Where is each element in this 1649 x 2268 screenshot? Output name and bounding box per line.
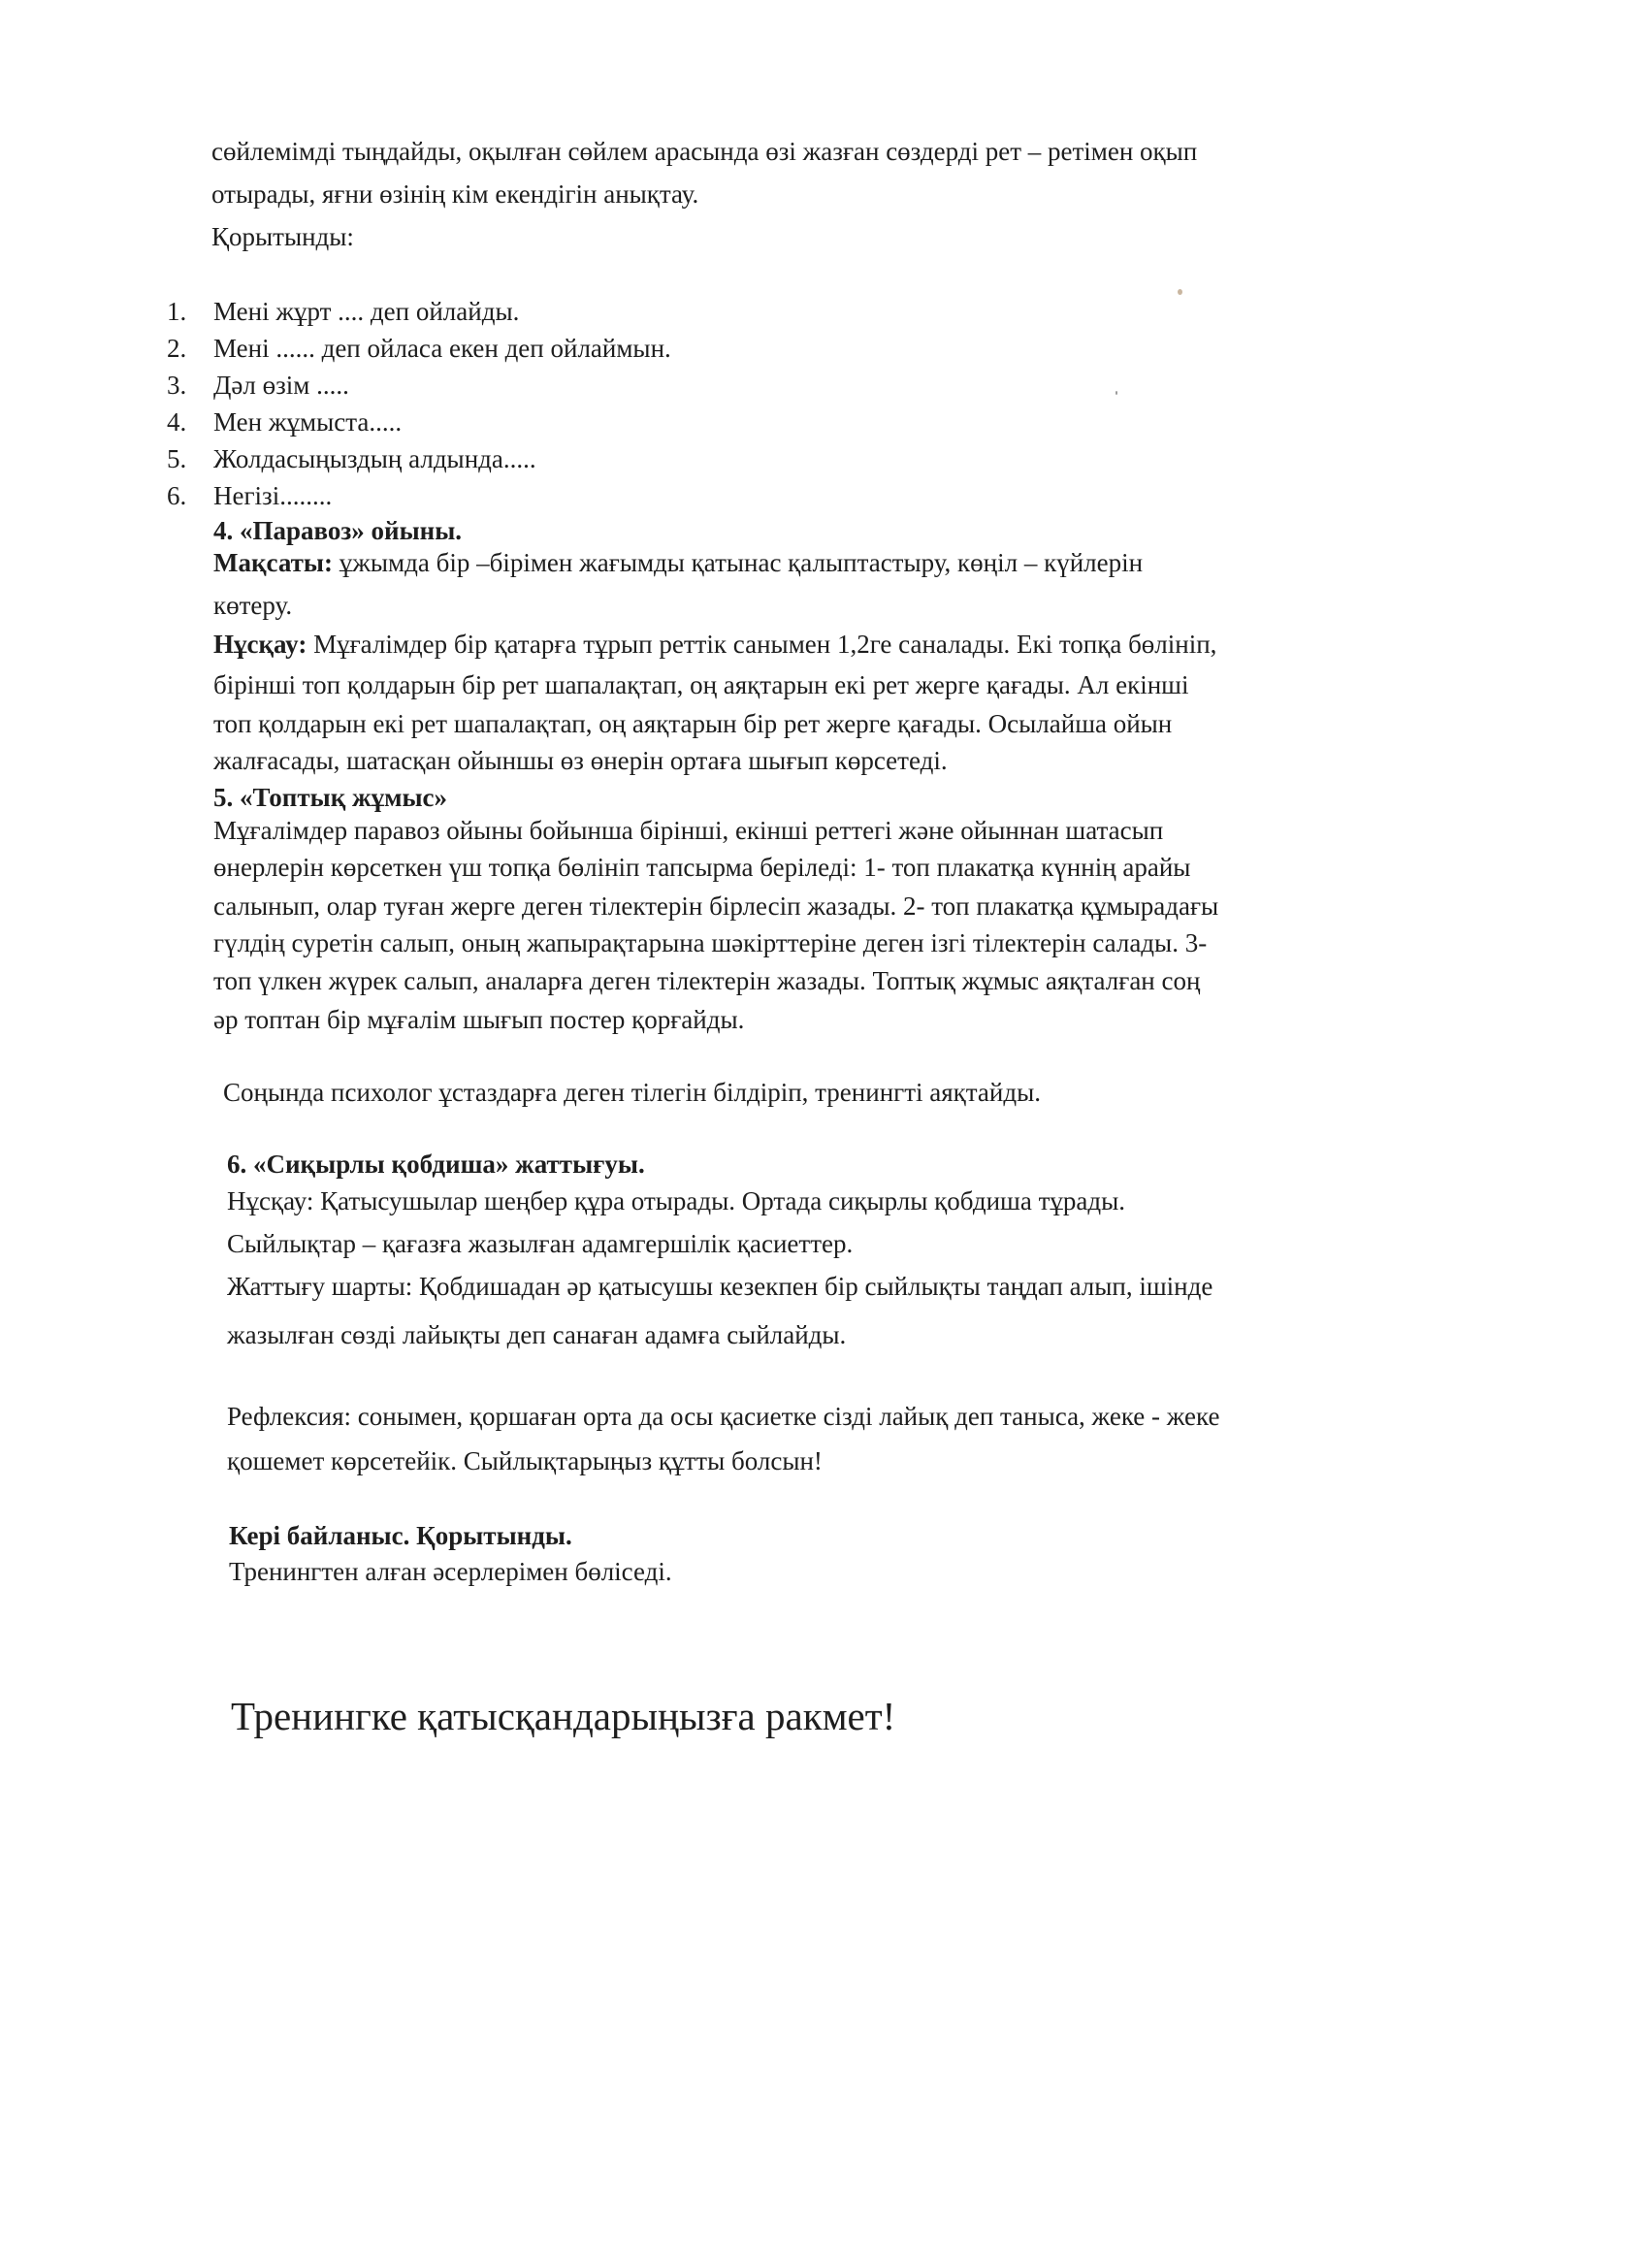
intro-line-2: отырады, яғни өзінің кім екендігін анықтау.: [211, 179, 699, 209]
instruction-text: Мұғалімдер бір қатарға тұрып реттік санымен 1,2ге саналады. Екі топқа бөлініп,: [307, 630, 1217, 659]
scan-speck: [1116, 391, 1117, 395]
list-number: 2.: [167, 334, 187, 363]
list-number: 1.: [167, 297, 187, 326]
list-number: 3.: [167, 371, 187, 400]
scan-speck: [1178, 289, 1182, 295]
list-text: Мені ...... деп ойласа екен деп ойлаймын.: [213, 334, 671, 363]
section-6-line: Нұсқау: Қатысушылар шеңбер құра отырады. Ортада сиқырлы қобдиша тұрады.: [227, 1186, 1125, 1215]
list-text: Негізі........: [213, 481, 333, 510]
section-6-line: Сыйлықтар – қағазға жазылған адамгершілік қасиеттер.: [227, 1229, 854, 1258]
section-6-line: Жаттығу шарты: Қобдишадан әр қатысушы кезекпен бір сыйлықты таңдап алып, ішінде: [227, 1272, 1213, 1301]
section-6-title: 6. «Сиқырлы қобдиша» жаттығуы.: [227, 1150, 645, 1179]
goal-text-cont: көтеру.: [213, 591, 293, 620]
section-4-instruction: [213, 629, 1216, 660]
instruction-line: топ қолдарын екі рет шапалақтап, оң аяқтарын бір рет жерге қағады. Осылайша ойын: [213, 709, 1173, 738]
thanks-line: Тренингке қатысқандарыңызға ракмет!: [231, 1694, 896, 1738]
goal-text: ұжымда бір –бірімен жағымды қатынас қалыптастыру, көңіл – күйлерін: [333, 548, 1144, 577]
feedback-title: Кері байланыс. Қорытынды.: [229, 1521, 572, 1550]
conclusion-label: Қорытынды:: [211, 222, 354, 251]
instruction-line: жалғасады, шатасқан ойыншы өз өнерін ортаға шығып көрсетеді.: [213, 746, 948, 775]
reflection-line-1: Рефлексия: сонымен, қоршаған орта да осы қасиетке сізді лайық деп таныса, жеке - жеке: [227, 1402, 1220, 1431]
section-5-line: өнерлерін көрсеткен үш топқа бөлініп тапсырма беріледі: 1- топ плакатқа күннің арайы: [213, 853, 1191, 882]
instruction-line: бірінші топ қолдарын бір рет шапалақтап, оң аяқтарын екі рет жерге қағады. Ал екінші: [213, 670, 1189, 699]
list-number: 6.: [167, 481, 187, 510]
instruction-label: Нұсқау:: [213, 630, 307, 659]
list-text: Жолдасыңыздың алдында.....: [213, 444, 536, 473]
section-5-line: салынып, олар туған жерге деген тілектерін бірлесіп жазады. 2- топ плакатқа құмырадағы: [213, 891, 1219, 921]
list-text: Дәл өзім .....: [213, 371, 349, 400]
feedback-text: Тренингтен алған әсерлерімен бөліседі.: [229, 1557, 672, 1586]
section-5-line: топ үлкен жүрек салып, аналарға деген тілектерін жазады. Топтық жұмыс аяқталған соң: [213, 966, 1201, 995]
section-5-line: гүлдің суретін салып, оның жапырақтарына шәкірттеріне деген ізгі тілектерін салады. 3-: [213, 928, 1208, 957]
list-text: Мен жұмыста.....: [213, 407, 403, 437]
list-text: Мені жұрт .... деп ойлайды.: [213, 297, 520, 326]
list-number: 4.: [167, 407, 187, 437]
reflection-line-2: қошемет көрсетейік. Сыйлықтарыңыз құтты болсын!: [227, 1446, 823, 1475]
list-number: 5.: [167, 444, 187, 473]
goal-label: Мақсаты:: [213, 548, 333, 577]
section-5-title: 5. «Топтық жұмыс»: [213, 783, 448, 812]
section-5-line: Мұғалімдер паравоз ойыны бойынша бірінші, екінші реттегі және ойыннан шатасып: [213, 816, 1164, 845]
section-5-closing: Соңында психолог ұстаздарға деген тілегін білдіріп, тренингті аяқтайды.: [223, 1078, 1041, 1107]
intro-line-1: сөйлемімді тыңдайды, оқылған сөйлем арасында өзі жазған сөздерді рет – ретімен оқып: [211, 137, 1198, 166]
section-6-line: жазылған сөзді лайықты деп санаған адамға сыйлайды.: [227, 1320, 847, 1349]
section-4-title: 4. «Паравоз» ойыны.: [213, 516, 463, 545]
section-4-goal: [213, 547, 1143, 578]
section-5-line: әр топтан бір мұғалім шығып постер қорғайды.: [213, 1005, 745, 1034]
